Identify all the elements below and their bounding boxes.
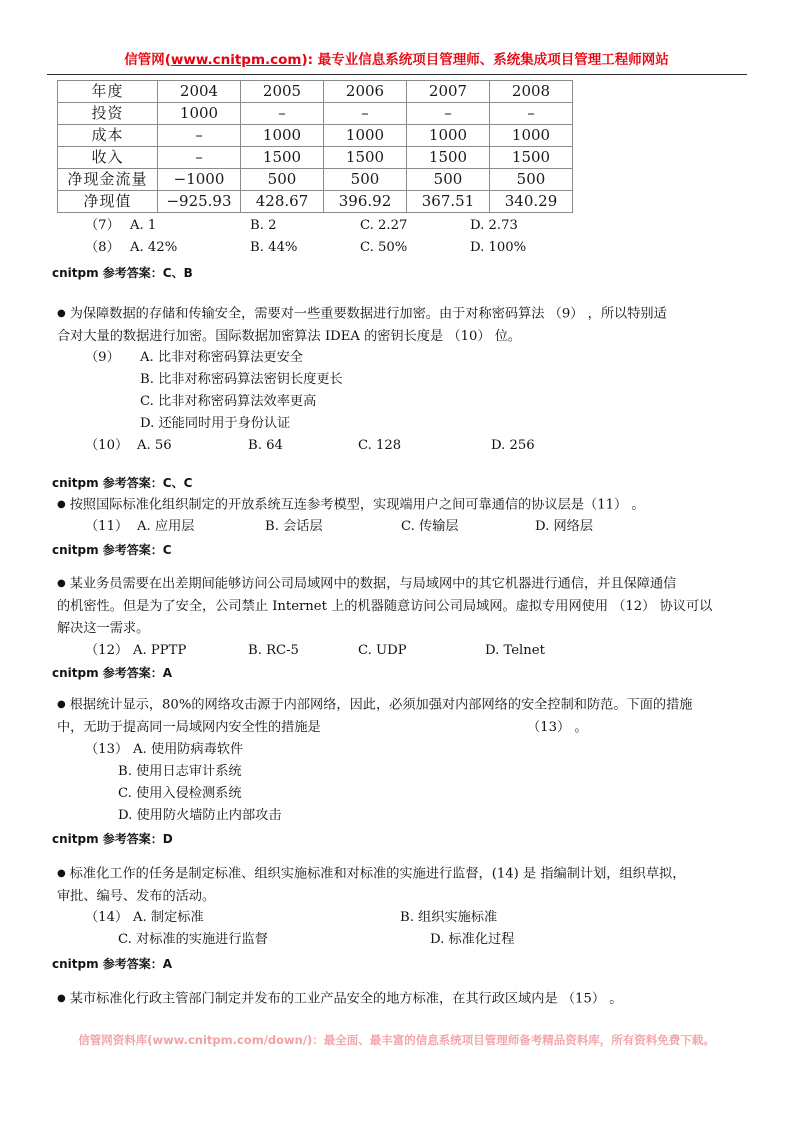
bullet-icon: ● bbox=[57, 499, 66, 510]
option-c[interactable]: C. 传输层 bbox=[401, 519, 459, 534]
table-cell: 2004 bbox=[158, 81, 241, 103]
stem-line-text: 按照国际标准化组织制定的开放系统互连参考模型，实现端用户之间可靠通信的协议层是（11） 。 bbox=[69, 497, 645, 513]
table-cell: −1000 bbox=[158, 169, 241, 191]
question-7-options bbox=[85, 215, 745, 259]
bullet-icon: ● bbox=[57, 868, 66, 879]
stem-line-text: 标准化工作的任务是制定标准、组织实施标准和对标准的实施进行监督，(14) 是 指编制计划，组织草拟， bbox=[69, 866, 686, 882]
site-footer: 信管网资料库(www.cnitpm.com/down/)：最全面、最丰富的信息系统项目管理师备考精品资料库，所有资料免费下载。 bbox=[78, 1033, 715, 1047]
table-row bbox=[58, 103, 573, 125]
stem-line-text: 某市标准化行政主管部门制定并发布的工业产品安全的地方标准，在其行政区域内是 （15） 。 bbox=[69, 991, 623, 1007]
table-row bbox=[58, 125, 573, 147]
table-cell: 340.29 bbox=[490, 191, 573, 213]
stem-line-text: 根据统计显示，80%的网络攻击源于内部网络，因此，必须加强对内部网络的安全控制和防范。下面的措施 bbox=[69, 697, 693, 713]
table-cell: – bbox=[490, 103, 573, 125]
stem-line bbox=[57, 988, 747, 1011]
option-row bbox=[85, 237, 745, 259]
option-row bbox=[85, 435, 745, 457]
site-header-prefix: 信管网( bbox=[124, 52, 171, 68]
stem-line-text: 中，无助于提高同一局域网内安全性的措施是 bbox=[57, 719, 321, 735]
option-row bbox=[85, 215, 745, 237]
table-row-label: 年度 bbox=[58, 81, 158, 103]
table-row bbox=[58, 81, 573, 103]
table-cell: 500 bbox=[407, 169, 490, 191]
option-c[interactable]: C. 128 bbox=[358, 438, 402, 453]
bullet-icon: ● bbox=[57, 308, 66, 319]
answer-line-9-10: cnitpm 参考答案：C、C bbox=[52, 476, 193, 490]
table-cell: 2006 bbox=[324, 81, 407, 103]
option-row bbox=[85, 391, 745, 413]
bullet-icon: ● bbox=[57, 578, 66, 589]
option-b[interactable]: B. 44% bbox=[250, 240, 298, 255]
option-b[interactable]: B. 使用日志审计系统 bbox=[118, 764, 242, 779]
option-row bbox=[85, 739, 745, 761]
question-12-options bbox=[85, 640, 745, 662]
stem-blank: （13） 。 bbox=[527, 719, 588, 735]
answer-line-13: cnitpm 参考答案：D bbox=[52, 832, 173, 846]
site-header-suffix: ): 最专业信息系统项目管理师、系统集成项目管理工程师网站 bbox=[301, 52, 669, 68]
table-row bbox=[58, 169, 573, 191]
option-a[interactable]: A. 比非对称密码算法更安全 bbox=[140, 350, 303, 365]
option-row bbox=[85, 413, 745, 435]
question-13-options bbox=[85, 739, 745, 827]
stem-line bbox=[57, 618, 747, 640]
option-row bbox=[85, 783, 745, 805]
option-d[interactable]: D. 256 bbox=[491, 438, 535, 453]
question-9-options bbox=[85, 347, 745, 457]
option-b[interactable]: B. 会话层 bbox=[265, 519, 323, 534]
site-header-url[interactable]: www.cnitpm.com bbox=[170, 52, 302, 68]
table-cell: 2007 bbox=[407, 81, 490, 103]
stem-line bbox=[57, 694, 747, 717]
answer-line-7-8: cnitpm 参考答案：C、B bbox=[52, 266, 193, 280]
answer-line-11: cnitpm 参考答案：C bbox=[52, 543, 172, 557]
question-9-stem bbox=[57, 303, 747, 348]
option-d[interactable]: D. 2.73 bbox=[470, 218, 518, 233]
table-cell: 500 bbox=[324, 169, 407, 191]
stem-line-text: 解决这一需求。 bbox=[57, 620, 150, 636]
question-12-stem bbox=[57, 573, 747, 640]
stem-line bbox=[57, 886, 747, 908]
table-cell: – bbox=[158, 147, 241, 169]
table-cell: 500 bbox=[241, 169, 324, 191]
question-11-number: （11） bbox=[85, 519, 129, 534]
bullet-icon: ● bbox=[57, 993, 66, 1004]
stem-line-text: 审批、编号、发布的活动。 bbox=[57, 888, 216, 904]
option-d[interactable]: D. 标准化过程 bbox=[430, 932, 515, 947]
option-b[interactable]: B. 比非对称密码算法密钥长度更长 bbox=[140, 372, 343, 387]
table-cell: −925.93 bbox=[158, 191, 241, 213]
table-row-label: 成本 bbox=[58, 125, 158, 147]
option-c[interactable]: C. 比非对称密码算法效率更高 bbox=[140, 394, 317, 409]
stem-line-text: 为保障数据的存储和传输安全，需要对一些重要数据进行加密。由于对称密码算法 （9） ，所以特别适 bbox=[69, 306, 667, 322]
option-b[interactable]: B. 2 bbox=[250, 218, 277, 233]
table-cell: 1500 bbox=[407, 147, 490, 169]
option-c[interactable]: C. 使用入侵检测系统 bbox=[118, 786, 242, 801]
table-cell: 1000 bbox=[490, 125, 573, 147]
table-cell: 2005 bbox=[241, 81, 324, 103]
table-cell: 367.51 bbox=[407, 191, 490, 213]
option-row bbox=[85, 347, 745, 369]
option-a[interactable]: A. 制定标准 bbox=[133, 910, 204, 925]
table-cell: 1000 bbox=[324, 125, 407, 147]
option-c[interactable]: C. UDP bbox=[358, 643, 407, 658]
header-divider bbox=[47, 74, 747, 75]
cashflow-table bbox=[57, 80, 573, 213]
option-row bbox=[85, 369, 745, 391]
option-a[interactable]: A. 56 bbox=[137, 438, 172, 453]
question-10-number: （10） bbox=[85, 438, 129, 453]
question-13-stem bbox=[57, 694, 747, 739]
table-cell: 1500 bbox=[324, 147, 407, 169]
option-a[interactable]: A. 1 bbox=[130, 218, 157, 233]
option-a[interactable]: A. 应用层 bbox=[137, 519, 195, 534]
question-14-number: （14） bbox=[85, 910, 129, 925]
table-row bbox=[58, 147, 573, 169]
option-row bbox=[85, 805, 745, 827]
question-15-stem bbox=[57, 988, 747, 1011]
question-11-options bbox=[85, 516, 745, 538]
option-b[interactable]: B. 64 bbox=[248, 438, 283, 453]
question-7-number: （7） bbox=[85, 218, 120, 233]
option-d[interactable]: D. 还能同时用于身份认证 bbox=[140, 416, 291, 431]
table-row-label: 净现值 bbox=[58, 191, 158, 213]
stem-line-text: 某业务员需要在出差期间能够访问公司局域网中的数据，与局域网中的其它机器进行通信，并且保障通信 bbox=[69, 576, 677, 592]
stem-line-text: 的机密性。但是为了安全，公司禁止 Internet 上的机器随意访问公司局域网。虚拟专用网使用 （12） 协议可以 bbox=[57, 598, 713, 614]
stem-line bbox=[57, 573, 747, 596]
table-cell: 1500 bbox=[241, 147, 324, 169]
stem-line bbox=[57, 717, 747, 739]
table-cell: 1000 bbox=[241, 125, 324, 147]
site-header bbox=[0, 48, 793, 68]
answer-line-12: cnitpm 参考答案：A bbox=[52, 666, 173, 680]
option-b[interactable]: B. 组织实施标准 bbox=[400, 910, 498, 925]
table-cell: – bbox=[324, 103, 407, 125]
stem-line bbox=[57, 596, 747, 618]
question-12-number: （12） bbox=[85, 643, 129, 658]
option-row bbox=[85, 516, 745, 538]
stem-line bbox=[57, 863, 747, 886]
option-c[interactable]: C. 对标准的实施进行监督 bbox=[118, 932, 268, 947]
option-a[interactable]: A. PPTP bbox=[133, 643, 187, 658]
option-a[interactable]: A. 使用防病毒软件 bbox=[133, 742, 244, 757]
option-row bbox=[85, 907, 745, 929]
option-row bbox=[85, 640, 745, 662]
stem-line bbox=[57, 494, 747, 517]
table-cell: 500 bbox=[490, 169, 573, 191]
table-row-label: 投资 bbox=[58, 103, 158, 125]
table-cell: 1500 bbox=[490, 147, 573, 169]
question-14-stem bbox=[57, 863, 747, 908]
table-cell: 1000 bbox=[407, 125, 490, 147]
option-c[interactable]: C. 2.27 bbox=[360, 218, 408, 233]
table-row bbox=[58, 191, 573, 213]
option-d[interactable]: D. 100% bbox=[470, 240, 527, 255]
cashflow-table-wrapper bbox=[57, 80, 568, 213]
option-d[interactable]: D. 使用防火墙防止内部攻击 bbox=[118, 808, 282, 823]
table-cell: 2008 bbox=[490, 81, 573, 103]
option-row bbox=[85, 929, 745, 951]
table-cell: – bbox=[407, 103, 490, 125]
question-11-stem bbox=[57, 494, 747, 517]
question-9-number: （9） bbox=[85, 350, 120, 365]
table-cell: 428.67 bbox=[241, 191, 324, 213]
question-13-number: （13） bbox=[85, 742, 129, 757]
option-d[interactable]: D. 网络层 bbox=[535, 519, 594, 534]
option-c[interactable]: C. 50% bbox=[360, 240, 408, 255]
bullet-icon: ● bbox=[57, 699, 66, 710]
table-cell: 1000 bbox=[158, 103, 241, 125]
option-b[interactable]: B. RC-5 bbox=[248, 643, 299, 658]
table-row-label: 收入 bbox=[58, 147, 158, 169]
question-14-options bbox=[85, 907, 745, 951]
stem-line-text: 合对大量的数据进行加密。国际数据加密算法 IDEA 的密钥长度是 （10） 位。 bbox=[57, 328, 522, 344]
table-cell: – bbox=[241, 103, 324, 125]
stem-line bbox=[57, 326, 747, 348]
option-a[interactable]: A. 42% bbox=[130, 240, 178, 255]
table-row-label: 净现金流量 bbox=[58, 169, 158, 191]
question-8-number: （8） bbox=[85, 240, 120, 255]
option-row bbox=[85, 761, 745, 783]
stem-line bbox=[57, 303, 747, 326]
answer-line-14: cnitpm 参考答案：A bbox=[52, 957, 173, 971]
table-cell: – bbox=[158, 125, 241, 147]
option-d[interactable]: D. Telnet bbox=[485, 643, 545, 658]
table-cell: 396.92 bbox=[324, 191, 407, 213]
